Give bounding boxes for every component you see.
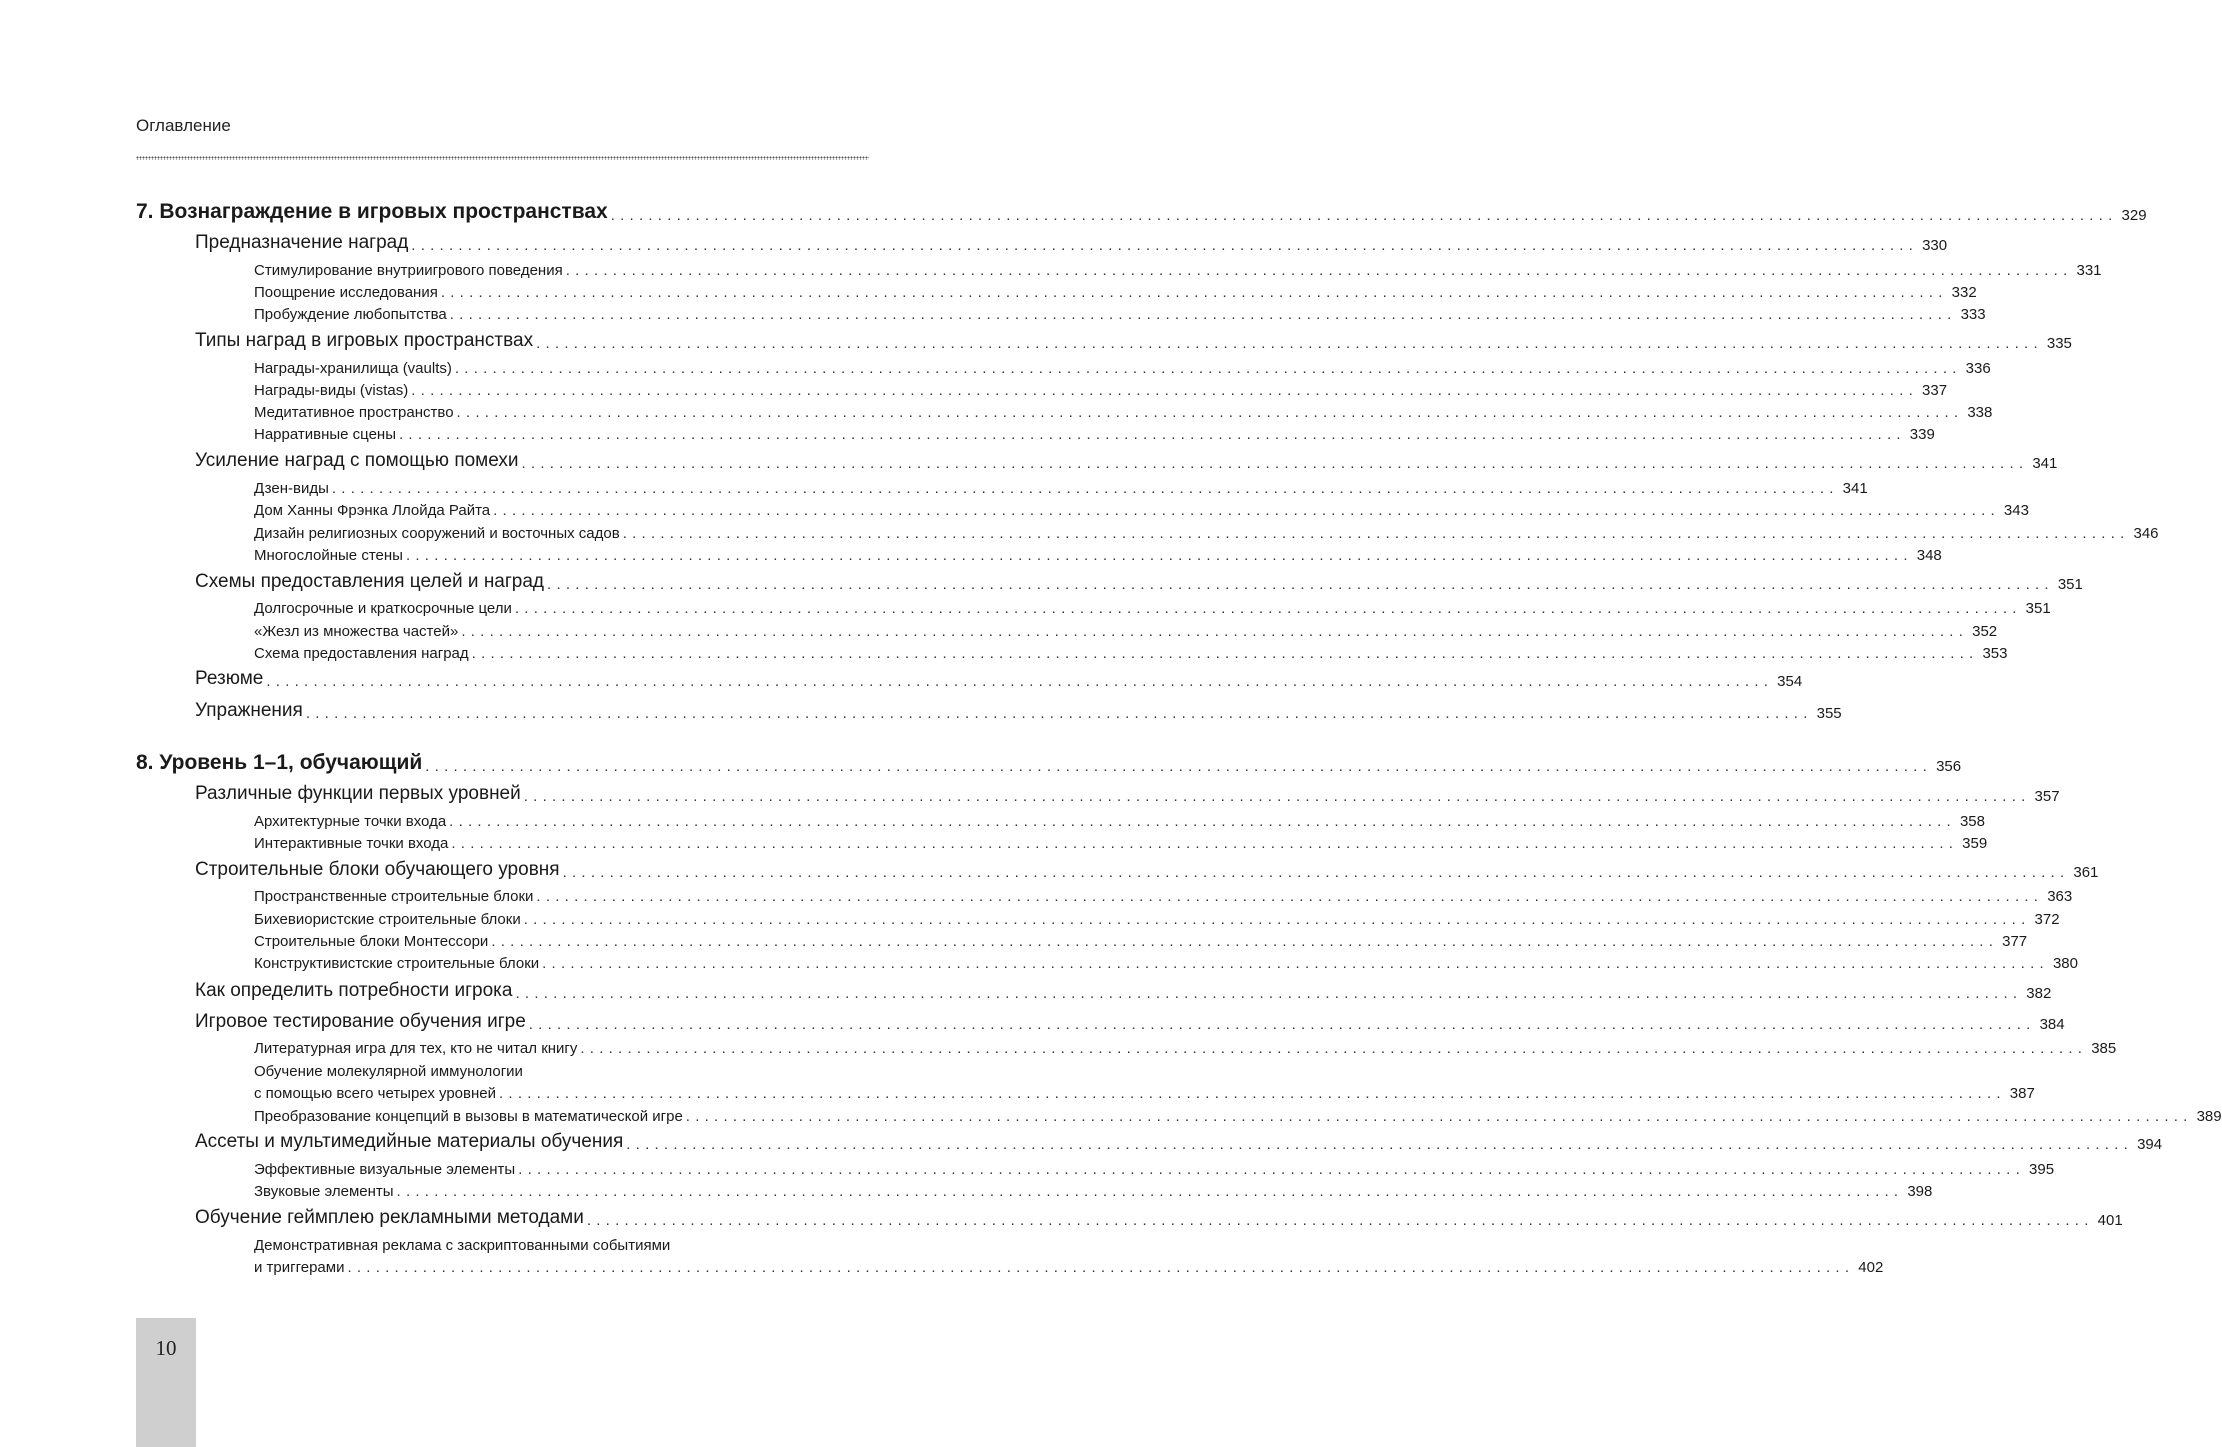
toc-entry-title: Награды-виды (vistas) bbox=[254, 382, 409, 399]
toc-entry-title: 8. Уровень 1–1, обучающий bbox=[136, 751, 423, 774]
toc-entry-title: Схема предоставления наград bbox=[254, 645, 469, 662]
dot-leader: ................................................................................................................................................................ bbox=[471, 645, 1979, 662]
dot-leader: ................................................................................................................................................................ bbox=[491, 933, 1999, 950]
toc-entry-title: Строительные блоки обучающего уровня bbox=[195, 859, 560, 880]
toc-entry-page: 359 bbox=[1962, 835, 1988, 852]
toc-entry-page: 401 bbox=[2097, 1212, 2123, 1229]
toc-section[interactable] bbox=[0, 668, 1803, 690]
dot-leader: ................................................................................................................................................................ bbox=[347, 1259, 1855, 1276]
toc-entry-title: 7. Вознаграждение в игровых пространствах bbox=[136, 200, 608, 223]
dot-leader: ................................................................................................................................................................ bbox=[449, 306, 1957, 323]
toc-entry-page: 363 bbox=[2047, 888, 2073, 905]
toc-entry-page: 336 bbox=[1965, 360, 1991, 377]
toc-entry-title: Многослойные стены bbox=[254, 547, 403, 564]
running-header: Оглавление bbox=[136, 116, 231, 135]
dot-leader: ................................................................................................................................................................ bbox=[536, 335, 2043, 352]
toc-entry-title: Интерактивные точки входа bbox=[254, 835, 449, 852]
toc-entry-page: 384 bbox=[2039, 1016, 2065, 1033]
dot-leader: ................................................................................................................................................................ bbox=[440, 284, 1948, 301]
toc-subsection[interactable] bbox=[0, 547, 1942, 564]
toc-entry-title: Эффективные визуальные элементы bbox=[254, 1161, 516, 1178]
dot-leader: ................................................................................................................................................................ bbox=[454, 360, 1962, 377]
toc-entry-title: Дизайн религиозных сооружений и восточных садов bbox=[254, 525, 620, 542]
toc-entry-page: 377 bbox=[2002, 933, 2028, 950]
toc-entry-title: Долгосрочные и краткосрочные цели bbox=[254, 600, 512, 617]
dot-leader: ................................................................................................................................................................ bbox=[521, 455, 2029, 472]
toc-entry-page: 329 bbox=[2121, 207, 2147, 224]
toc-entry-title: Дзен-виды bbox=[254, 480, 329, 497]
toc-section[interactable] bbox=[0, 980, 2052, 1002]
toc-section[interactable] bbox=[0, 1131, 2163, 1153]
dot-leader: ................................................................................................................................................................ bbox=[266, 673, 1774, 690]
toc-entry-title: Как определить потребности игрока bbox=[195, 980, 513, 1001]
toc-subsection[interactable] bbox=[0, 1161, 2055, 1178]
toc-entry-title: Упражнения bbox=[195, 700, 303, 721]
dot-leader: ................................................................................................................................................................ bbox=[461, 623, 1969, 640]
dot-leader: ................................................................................................................................................................ bbox=[493, 502, 2000, 519]
toc-entry-title: Дом Ханны Фрэнка Ллойда Райта bbox=[254, 502, 491, 519]
header-rule bbox=[136, 156, 869, 160]
dot-leader: ................................................................................................................................................................ bbox=[580, 1040, 2088, 1057]
toc-entry-page: 395 bbox=[2029, 1161, 2055, 1178]
toc-entry-page: 331 bbox=[2076, 262, 2102, 279]
dot-leader: ................................................................................................................................................................ bbox=[562, 864, 2070, 881]
toc-entry-page: 339 bbox=[1909, 426, 1935, 443]
toc-entry-title: Строительные блоки Монтессори bbox=[254, 933, 489, 950]
toc-subsection[interactable] bbox=[0, 1085, 2035, 1102]
toc-subsection[interactable] bbox=[0, 600, 2051, 617]
dot-leader: ................................................................................................................................................................ bbox=[399, 426, 1906, 443]
toc-entry-page: 356 bbox=[1936, 758, 1962, 775]
toc-section[interactable] bbox=[0, 859, 2099, 881]
toc-subsection[interactable] bbox=[0, 284, 1977, 301]
toc-subsection[interactable] bbox=[0, 262, 2102, 279]
toc-chapter[interactable] bbox=[0, 200, 2147, 224]
dot-leader: ................................................................................................................................................................ bbox=[456, 404, 1964, 421]
dot-leader: ................................................................................................................................................................ bbox=[411, 237, 1919, 254]
toc-entry-title: Преобразование концепций в вызовы в математической игре bbox=[254, 1108, 683, 1125]
toc-entry-title: Медитативное пространство bbox=[254, 404, 454, 421]
toc-entry-title: Литературная игра для тех, кто не читал книгу bbox=[254, 1040, 578, 1057]
toc-entry-title: Архитектурные точки входа bbox=[254, 813, 447, 830]
toc-chapter[interactable] bbox=[0, 751, 1962, 775]
dot-leader: ................................................................................................................................................................ bbox=[498, 1085, 2006, 1102]
toc-entry-page: 341 bbox=[2032, 455, 2058, 472]
toc-entry-page: 385 bbox=[2091, 1040, 2117, 1057]
toc-subsection[interactable] bbox=[0, 404, 1993, 421]
dot-leader: ................................................................................................................................................................ bbox=[405, 547, 1913, 564]
toc-entry-page: 353 bbox=[1982, 645, 2008, 662]
toc-entry-title: «Жезл из множества частей» bbox=[254, 623, 459, 640]
toc-entry-title: Резюме bbox=[195, 668, 264, 689]
dot-leader: ................................................................................................................................................................ bbox=[523, 911, 2031, 928]
toc-subsection[interactable] bbox=[0, 382, 1948, 399]
dot-leader: ................................................................................................................................................................ bbox=[396, 1183, 1904, 1200]
toc-subsection[interactable] bbox=[0, 933, 2028, 950]
dot-leader: ................................................................................................................................................................ bbox=[518, 1161, 2026, 1178]
dot-leader: ................................................................................................................................................................ bbox=[586, 1212, 2094, 1229]
toc-subsection[interactable] bbox=[0, 502, 2029, 519]
toc-entry-first-line: Демонстративная реклама с заскриптованными событиями bbox=[254, 1237, 671, 1254]
toc-entry-page: 372 bbox=[2034, 911, 2060, 928]
dot-leader: ................................................................................................................................................................ bbox=[305, 705, 1813, 722]
toc-entry-page: 351 bbox=[2057, 576, 2083, 593]
dot-leader: ................................................................................................................................................................ bbox=[610, 207, 2118, 224]
toc-subsection[interactable] bbox=[0, 306, 1986, 323]
dot-leader: ................................................................................................................................................................ bbox=[626, 1136, 2134, 1153]
toc-entry-title: Бихевиористские строительные блоки bbox=[254, 911, 521, 928]
toc-subsection[interactable] bbox=[0, 360, 1991, 377]
toc-entry-page: 338 bbox=[1967, 404, 1993, 421]
toc-subsection[interactable] bbox=[0, 955, 2078, 972]
toc-section[interactable] bbox=[0, 450, 2058, 472]
dot-leader: ................................................................................................................................................................ bbox=[451, 835, 1959, 852]
toc-entry-page: 382 bbox=[2026, 985, 2052, 1002]
toc-subsection[interactable] bbox=[0, 835, 1988, 852]
dot-leader: ................................................................................................................................................................ bbox=[523, 788, 2031, 805]
toc-entry-page: 333 bbox=[1960, 306, 1986, 323]
toc-entry-page: 335 bbox=[2046, 335, 2072, 352]
toc-subsection[interactable] bbox=[0, 480, 1868, 497]
toc-entry-title: Схемы предоставления целей и наград bbox=[195, 571, 545, 592]
toc-entry-page: 348 bbox=[1916, 547, 1942, 564]
toc-subsection[interactable] bbox=[0, 1259, 1884, 1276]
dot-leader: ................................................................................................................................................................ bbox=[547, 576, 2054, 593]
toc-entry-title: с помощью всего четырех уровней bbox=[254, 1085, 496, 1102]
toc-entry-title: Нарративные сцены bbox=[254, 426, 396, 443]
toc-subsection[interactable] bbox=[0, 426, 1935, 443]
dot-leader: ................................................................................................................................................................ bbox=[411, 382, 1919, 399]
toc-section[interactable] bbox=[0, 700, 1842, 722]
dot-leader: ................................................................................................................................................................ bbox=[622, 525, 2130, 542]
page-number: 10 bbox=[155, 1336, 177, 1360]
toc-entry-page: 389 bbox=[2196, 1108, 2222, 1125]
toc-section[interactable] bbox=[0, 571, 2083, 593]
toc-entry-title: Конструктивистские строительные блоки bbox=[254, 955, 540, 972]
dot-leader: ................................................................................................................................................................ bbox=[425, 758, 1933, 775]
toc-entry-title: Пространственные строительные блоки bbox=[254, 888, 534, 905]
toc-entry-page: 358 bbox=[1959, 813, 1985, 830]
toc-entry-page: 337 bbox=[1922, 382, 1948, 399]
dot-leader: ................................................................................................................................................................ bbox=[331, 480, 1839, 497]
toc-subsection[interactable] bbox=[0, 525, 2159, 542]
toc-entry-title: Различные функции первых уровней bbox=[195, 783, 521, 804]
toc-subsection[interactable] bbox=[0, 1183, 1933, 1200]
toc-entry-page: 346 bbox=[2133, 525, 2159, 542]
toc-entry-page: 355 bbox=[1816, 705, 1842, 722]
dot-leader: ................................................................................................................................................................ bbox=[565, 262, 2073, 279]
toc-entry-page: 387 bbox=[2009, 1085, 2035, 1102]
toc-subsection[interactable] bbox=[0, 888, 2073, 905]
toc-section[interactable] bbox=[0, 1011, 2065, 1033]
dot-leader: ................................................................................................................................................................ bbox=[528, 1016, 2036, 1033]
toc-section[interactable] bbox=[0, 1207, 2123, 1229]
toc-entry-page: 380 bbox=[2052, 955, 2078, 972]
dot-leader: ................................................................................................................................................................ bbox=[542, 955, 2049, 972]
toc-entry-page: 343 bbox=[2003, 502, 2029, 519]
toc-subsection[interactable] bbox=[0, 645, 2008, 662]
toc-entry-title: Типы наград в игровых пространствах bbox=[195, 330, 534, 351]
toc-entry-page: 330 bbox=[1922, 237, 1948, 254]
toc-entry-page: 357 bbox=[2034, 788, 2060, 805]
toc-subsection[interactable] bbox=[0, 813, 1985, 830]
toc-section[interactable] bbox=[0, 232, 1948, 254]
toc-entry-title: Пробуждение любопытства bbox=[254, 306, 447, 323]
toc-entry-title: Усиление наград с помощью помехи bbox=[195, 450, 519, 471]
toc-section[interactable] bbox=[0, 330, 2072, 352]
toc-entry-title: Поощрение исследования bbox=[254, 284, 438, 301]
toc-entry-page: 351 bbox=[2025, 600, 2051, 617]
dot-leader: ................................................................................................................................................................ bbox=[685, 1108, 2193, 1125]
toc-entry-page: 402 bbox=[1858, 1259, 1884, 1276]
toc-section[interactable] bbox=[0, 783, 2060, 805]
toc-entry-page: 394 bbox=[2137, 1136, 2163, 1153]
toc-subsection[interactable] bbox=[0, 1108, 2222, 1125]
toc-entry-page: 361 bbox=[2073, 864, 2099, 881]
toc-subsection[interactable] bbox=[0, 623, 1998, 640]
toc-entry-page: 332 bbox=[1951, 284, 1977, 301]
toc-entry-page: 354 bbox=[1777, 673, 1803, 690]
toc-subsection[interactable] bbox=[0, 911, 2060, 928]
toc-entry-page: 341 bbox=[1842, 480, 1868, 497]
toc-entry-title: Ассеты и мультимедийные материалы обучения bbox=[195, 1131, 624, 1152]
dot-leader: ................................................................................................................................................................ bbox=[514, 600, 2022, 617]
toc-entry-title: и триггерами bbox=[254, 1259, 345, 1276]
dot-leader: ................................................................................................................................................................ bbox=[536, 888, 2044, 905]
toc-entry-title: Обучение геймплею рекламными методами bbox=[195, 1207, 584, 1228]
toc-entry-title: Звуковые элементы bbox=[254, 1183, 394, 1200]
page-number-tab bbox=[136, 1318, 196, 1447]
toc-entry-title: Стимулирование внутриигрового поведения bbox=[254, 262, 563, 279]
dot-leader: ................................................................................................................................................................ bbox=[515, 985, 2023, 1002]
toc-subsection[interactable] bbox=[0, 1040, 2117, 1057]
toc-entry-title: Награды-хранилища (vaults) bbox=[254, 360, 452, 377]
toc-entry-page: 398 bbox=[1907, 1183, 1933, 1200]
toc-entry-title: Игровое тестирование обучения игре bbox=[195, 1011, 526, 1032]
dot-leader: ................................................................................................................................................................ bbox=[449, 813, 1956, 830]
toc-entry-title: Предназначение наград bbox=[195, 232, 409, 253]
toc-entry-first-line: Обучение молекулярной иммунологии bbox=[254, 1063, 523, 1080]
toc-entry-page: 352 bbox=[1972, 623, 1998, 640]
